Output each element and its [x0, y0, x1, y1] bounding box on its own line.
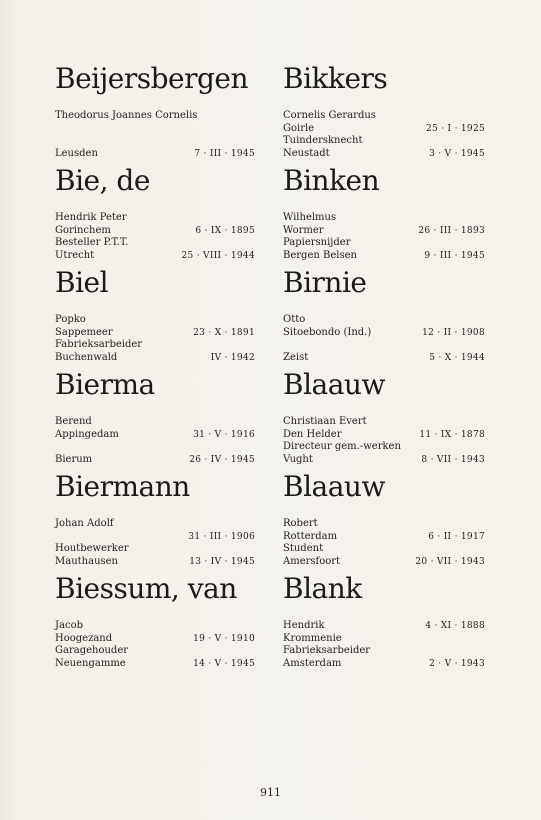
date-text: 23 · X · 1891: [193, 327, 255, 338]
detail-line: [55, 110, 255, 123]
detail-line: [55, 327, 255, 340]
detail-line: [55, 135, 255, 148]
page-number: 911: [260, 786, 281, 799]
date-text: 20 · VII · 1943: [415, 556, 485, 567]
entry: [55, 266, 255, 368]
detail-text: Krommenie: [283, 632, 342, 644]
detail-text: Johan Adolf: [55, 518, 114, 529]
detail-line: [283, 556, 485, 569]
death-place: Neustadt: [283, 147, 330, 159]
detail-line: [55, 148, 255, 161]
detail-line: [55, 123, 255, 136]
detail-line: [283, 454, 485, 467]
entry: [55, 470, 255, 572]
detail-text: Jacob: [55, 620, 83, 631]
death-place: Utrecht: [55, 249, 95, 261]
detail-line: [283, 416, 485, 429]
surname-heading: Binken: [283, 164, 380, 197]
detail-line: [55, 416, 255, 429]
death-place: Amersfoort: [283, 555, 341, 567]
entry: [283, 62, 485, 164]
detail-text: Robert: [283, 518, 318, 529]
detail-line: [283, 123, 485, 136]
detail-text: Gorinchem: [55, 224, 111, 236]
entry-details: [283, 212, 485, 262]
surname-heading: Biermann: [55, 470, 190, 503]
entry-details: [55, 518, 255, 568]
entry-details: [283, 620, 485, 670]
detail-text: Rotterdam: [283, 530, 338, 542]
detail-text: Christiaan Evert: [283, 416, 367, 427]
detail-line: [283, 429, 485, 442]
date-text: 25 · I · 1925: [426, 123, 485, 134]
date-text: 31 · V · 1916: [193, 429, 255, 440]
detail-line: [283, 314, 485, 327]
surname-heading: Biel: [55, 266, 109, 299]
detail-line: [55, 339, 255, 352]
detail-text: Appingedam: [55, 428, 119, 440]
detail-text: Hendrik Peter: [55, 212, 127, 223]
surname-heading: Bikkers: [283, 62, 388, 95]
detail-line: [55, 314, 255, 327]
detail-text: Student: [283, 543, 324, 555]
detail-text: Hoogezand: [55, 632, 113, 644]
date-text: 3 · V · 1945: [429, 148, 485, 159]
detail-line: [55, 429, 255, 442]
entry: [283, 368, 485, 470]
surname-heading: Blank: [283, 572, 362, 605]
entry: [55, 164, 255, 266]
entry-details: [283, 416, 485, 466]
entry: [55, 572, 255, 674]
surname-heading: Biessum, van: [55, 572, 237, 605]
surname-heading: Beijersbergen: [55, 62, 249, 95]
detail-line: [55, 620, 255, 633]
detail-text: Wilhelmus: [283, 212, 337, 223]
surname-heading: Birnie: [283, 266, 367, 299]
detail-line: [283, 658, 485, 671]
entry: [283, 470, 485, 572]
detail-line: [283, 543, 485, 556]
detail-text: Sitoebondo (Ind.): [283, 326, 372, 338]
detail-text: Berend: [55, 416, 92, 427]
death-place: Mauthausen: [55, 555, 118, 567]
detail-line: [283, 212, 485, 225]
entry: [283, 164, 485, 266]
detail-line: [283, 645, 485, 658]
date-text: 25 · VIII · 1944: [181, 250, 255, 261]
detail-line: [283, 110, 485, 123]
detail-line: [55, 645, 255, 658]
date-text: 7 · III · 1945: [194, 148, 255, 159]
date-text: 11 · IX · 1878: [419, 429, 485, 440]
entry-details: [55, 314, 255, 364]
death-place: Bergen Belsen: [283, 249, 357, 261]
entry: [55, 62, 255, 164]
detail-text: Goirle: [283, 122, 315, 134]
detail-line: [283, 441, 485, 454]
detail-text: Wormer: [283, 224, 324, 236]
detail-line: [55, 237, 255, 250]
detail-text: Hendrik: [283, 620, 325, 631]
entry-details: [55, 416, 255, 466]
date-text: 14 · V · 1945: [193, 658, 255, 669]
detail-line: [283, 633, 485, 646]
detail-line: [55, 454, 255, 467]
date-text: 19 · V · 1910: [193, 633, 255, 644]
death-place: Neuengamme: [55, 657, 126, 669]
detail-line: [55, 225, 255, 238]
detail-line: [55, 518, 255, 531]
date-text: 8 · VII · 1943: [421, 454, 485, 465]
death-place: Zeist: [283, 351, 309, 363]
detail-text: Tuindersknecht: [283, 135, 363, 147]
detail-text: Houtbewerker: [55, 543, 129, 555]
entry-details: [55, 620, 255, 670]
date-text: 26 · IV · 1945: [189, 454, 255, 465]
detail-text: Garagehouder: [55, 645, 129, 657]
detail-text: Den Helder: [283, 428, 342, 440]
detail-text: Besteller P.T.T.: [55, 237, 129, 249]
detail-line: [283, 620, 485, 633]
surname-heading: Blaauw: [283, 470, 385, 503]
date-text: 9 · III · 1945: [424, 250, 485, 261]
detail-line: [55, 250, 255, 263]
date-text: 2 · V · 1943: [429, 658, 485, 669]
death-place: Bierum: [55, 453, 93, 465]
detail-line: [283, 135, 485, 148]
detail-text: Cornelis Gerardus: [283, 110, 376, 121]
date-text: 6 · II · 1917: [428, 531, 485, 542]
entry-details: [283, 110, 485, 160]
detail-line: [55, 556, 255, 569]
date-text: 31 · III · 1906: [188, 531, 255, 542]
detail-line: [55, 441, 255, 454]
entry-details: [55, 110, 255, 160]
detail-text: Fabrieksarbeider: [55, 339, 143, 351]
entry-details: [283, 314, 485, 364]
date-text: IV · 1942: [210, 352, 255, 363]
detail-line: [55, 531, 255, 544]
death-place: Buchenwald: [55, 351, 118, 363]
entries-grid: [55, 62, 485, 674]
date-text: 26 · III · 1893: [418, 225, 485, 236]
detail-text: Popko: [55, 314, 86, 325]
detail-line: [55, 543, 255, 556]
detail-text: Otto: [283, 314, 306, 325]
entry: [55, 368, 255, 470]
death-place: Amsterdam: [283, 657, 342, 669]
detail-line: [55, 658, 255, 671]
detail-line: [283, 531, 485, 544]
entry-details: [283, 518, 485, 568]
surname-heading: Blaauw: [283, 368, 385, 401]
detail-text: Fabrieksarbeider: [283, 645, 371, 657]
date-text: 6 · IX · 1895: [195, 225, 255, 236]
entry: [283, 266, 485, 368]
detail-line: [283, 250, 485, 263]
surname-heading: Bierma: [55, 368, 155, 401]
detail-line: [55, 352, 255, 365]
surname-heading: Bie, de: [55, 164, 150, 197]
date-text: 12 · II · 1908: [422, 327, 485, 338]
detail-line: [283, 237, 485, 250]
detail-text: Sappemeer: [55, 326, 113, 338]
detail-line: [283, 518, 485, 531]
death-place: Vught: [283, 453, 313, 465]
entry-details: [55, 212, 255, 262]
detail-line: [283, 148, 485, 161]
death-place: Leusden: [55, 147, 98, 159]
detail-line: [55, 212, 255, 225]
detail-line: [283, 352, 485, 365]
detail-text: Directeur gem.-werken: [283, 441, 401, 453]
detail-line: [55, 633, 255, 646]
date-text: 13 · IV · 1945: [189, 556, 255, 567]
detail-text: Papiersnijder: [283, 237, 351, 249]
entry: [283, 572, 485, 674]
date-text: 5 · X · 1944: [429, 352, 485, 363]
date-text: 4 · XI · 1888: [425, 621, 485, 631]
detail-line: [283, 225, 485, 238]
detail-line: [283, 327, 485, 340]
detail-line: [283, 339, 485, 352]
detail-text: Theodorus Joannes Cornelis: [55, 110, 198, 121]
